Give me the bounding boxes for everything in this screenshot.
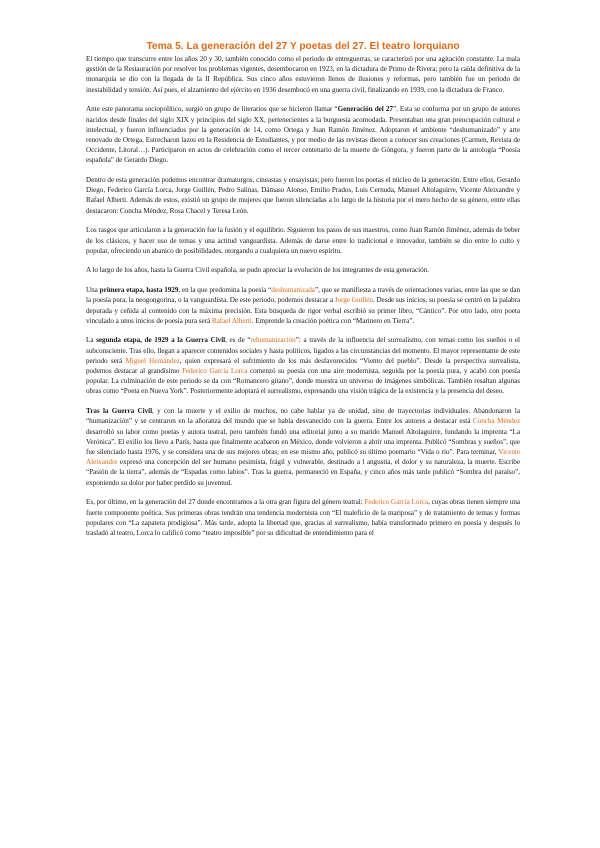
paragraph-second-stage	[86, 335, 520, 396]
author-jorge-guillen: Jorge Guillén	[334, 296, 373, 305]
author-garcia-lorca-theatre: Federico García Lorca	[364, 498, 429, 507]
text-run: ”, que se manifiesta a través de orientaciones varias, entre las que se dan la poesía pura, la neogongorina, o la vanguardista. De este periodo, podemos destacar a	[86, 286, 520, 305]
text-run: , en la que predomina la poesía “	[178, 286, 272, 295]
paragraph-generation-intro	[86, 104, 520, 165]
author-rafael-alberti: Rafael Alberti	[211, 316, 252, 325]
paragraph-evolution: A lo largo de los años, hasta la Guerra Civil española, se pudo apreciar la evolución de los integrantes de esta generación.	[86, 266, 429, 275]
author-vicente-aleixandre: Vicente Aleixandre	[86, 448, 520, 467]
text-run: , y con la muerte y el exilio de muchos, no cabe hablar ya de unidad, sino de trayectorias individuales. Abandonaron la “humanización” y se centraron en la añoranza del mundo que se había desvanecido con la guerra. Entre los autores a destacar está	[86, 407, 520, 426]
first-stage-heading: primera etapa, hasta 1929	[99, 286, 179, 295]
text-run: ”: a través de la influencia del surrealismo, con temas como los sueños o el subconsciente. Tras ello, llegan a aparecer contenidos sociales y hasta políticos, ligados a las circunstancias del momento. El mayor representante de este periodo será	[86, 336, 521, 365]
text-run: Ante este panorama sociopolítico, surgió un grupo de literarios que se hicieron llamar “	[86, 105, 338, 114]
postwar-heading: Tras la Guerra Civil	[86, 407, 153, 416]
text-run: comenzó su poesía con una aire modernista, seguida por la poesía pura, y acabó con poesía popular. La culminación de este periodo se da con “Romancero gitano”, donde muestra un universo de imágenes simbólicas. También resaltan algunas obras como “Poeta en Nueva York”. Posteriormente adoptará el surrealismo, expresando una visión trágica de la existencia y la presencia del deseo.	[86, 367, 520, 396]
text-run: , cuyas obras tienen siempre una fuerte componente poética. Sus primeras obras tendrán una tendencia modernista con “El maleficio de la mariposa” y de tratamiento de temas y formas populares con “La zapatera prodigiosa”. Más tarde, adopta la libertad que, gracias al surrealismo, había transformado primero en poesía y después lo trasladó al teatro, Lorca lo calificó como “teatro imposible” por su dificultad de entendimiento para el	[86, 498, 520, 537]
paragraph-lorca-theatre	[86, 497, 520, 538]
author-garcia-lorca: Federico García Lorca	[182, 367, 248, 376]
generation-term: Generación del 27	[337, 105, 393, 114]
paragraph-authors: Dentro de esta generación podemos encontrar dramaturgos, cineastas y ensayistas; pero fueron los poetas el núcleo de la generación. Entre ellos, Gerardo Diego, Federico García Lorca, Jorge Guillén, Pedro Salinas, Dámaso Alonso, Emilio Prados, Luis Cernuda, Manuel Altolaguirre, Vicente Aleixandre y Rafael Alberti. Además de estos, existió un grupo de mujeres que fueron silenciadas a lo largo de la historia por el mero hecho de su género, entre ellas destacaron: Concha Méndez, Rosa Chacel y Teresa León.	[86, 176, 520, 215]
paragraph-traits: Los rasgos que articularon a la generación fue la fusión y el equilibrio. Siguieron los pasos de sus maestros, como Juan Ramón Jiménez, además de beber de los clásicos, y hacer uso de temas y una actitud vanguardista. Además de darse entre lo tradicional e innovador, también se dio entre lo culto y popular, ofreciendo un abanico de posibilidades, otorgando a cualquiera un nuevo espíritu.	[86, 226, 520, 255]
author-miguel-hernandez: Miguel Hernández	[125, 356, 180, 365]
paragraph-first-stage	[86, 285, 520, 326]
text-run: . Desde sus inicios, su poesía se centró en la palabra depurada y ceñida al contenido con la máxima precisión. Esta búsqueda de rigor verbal escribió su primer libro, “Cántico”. Por otro lado, otro poeta vinculado a unos inicios de poesía pura será	[86, 296, 520, 325]
document-title: Tema 5. La generación del 27 Y poetas del 27. El teatro lorquiano	[146, 41, 460, 52]
text-run: La	[86, 336, 97, 345]
text-run: . Emprende la creación poética con “Marinero en Tierra”.	[251, 316, 415, 325]
paragraph-context: El tiempo que transcurre entre los años 20 y 30, también conocido como el periodo de entreguerras, se caracterizó por una agitación constante. La mala gestión de la Restauración por resolver los problemas vigentes, desembocaron en 1923, en la dictadura de Primo de Rivera; pero la caída definitiva de la monarquía se dio con la llegada de la II República. Sus cinco años estuvieron llenos de ilusiones y reformas, pero también fue un periodo de inestabilidad y tensión. Así pues, el alzamiento del ejército en 1936 desembocó en una guerra civil, finalizando en 1939, con la dictadura de Franco.	[86, 55, 520, 94]
document-page	[86, 40, 520, 548]
text-run: , es de “	[225, 336, 251, 345]
author-concha-mendez: Concha Méndez	[472, 417, 520, 426]
text-run: Es, por último, en la generación del 27 donde encontramos a la otra gran figura del género teatral:	[86, 498, 365, 507]
text-run: Una	[86, 286, 100, 295]
text-run: expresó una concepción del ser humano pesimista, frágil y vulnerable, destinado a l angustia, el dolor y su naturaleza, la muerte. Escribe “Pasión de la tierra”, además de “Espadas como labios”. Tras la guerra, permaneció en España, y cinco años más tarde publicó “Sombra del paraíso”, exponiendo su dolor por haber perdido su juventud.	[86, 458, 520, 487]
text-run: ”. Esta se conforma por un grupo de autores nacidos desde finales del siglo XIX y principios del siglo XX, pertenecientes a la burguesía acomodada. Presentaban una gran preocupación cultural e intelectual, y fueron influenciados por la generación de 14, como Ortega y Juan Ramón Jiménez. Adoptaron el ambiente “deshumanizado” y arte renovado de Ortega. Estrecharon lazos en la Residencia de Estudiantes, y por medio de las revistas dieron a conocer sus creaciones (Carmen, Revista de Occidente, Litoral…). Participaron en actos de celebración como el tercer centenario de la muerte de Góngora, y fueron parte de la antología “Poesía española” de Gerardo Diego.	[86, 105, 520, 165]
text-run: , quien expresará el sufrimiento de los más desfavorecidos “Viento del pueblo”. Desde la perspectiva surrealista, podemos destacar al grandísimo	[86, 356, 520, 376]
paragraph-postwar	[86, 406, 520, 488]
second-stage-heading: segunda etapa, de 1929 a la Guerra Civil	[96, 336, 226, 345]
term-deshumanizada: deshumanizada	[271, 286, 315, 295]
text-run: desarrolló su labor como poetas y autora teatral, pero también fundó una editorial junto a su marido Manuel Altolaguirre, fundando la imprenta “La Verónica”. El exilio los llevo a París, hasta que finalmente acabaron en México, donde volvieron a abrir una imprenta. Publicó “Sombras y sueños”, que fue silenciado hasta 1976, y se considera una de sus mejores obras; en ese mismo año, publicó su último poemario “Vida o río”. Para terminar,	[86, 427, 520, 456]
term-rehumanizacion: rehumanización	[250, 336, 296, 345]
